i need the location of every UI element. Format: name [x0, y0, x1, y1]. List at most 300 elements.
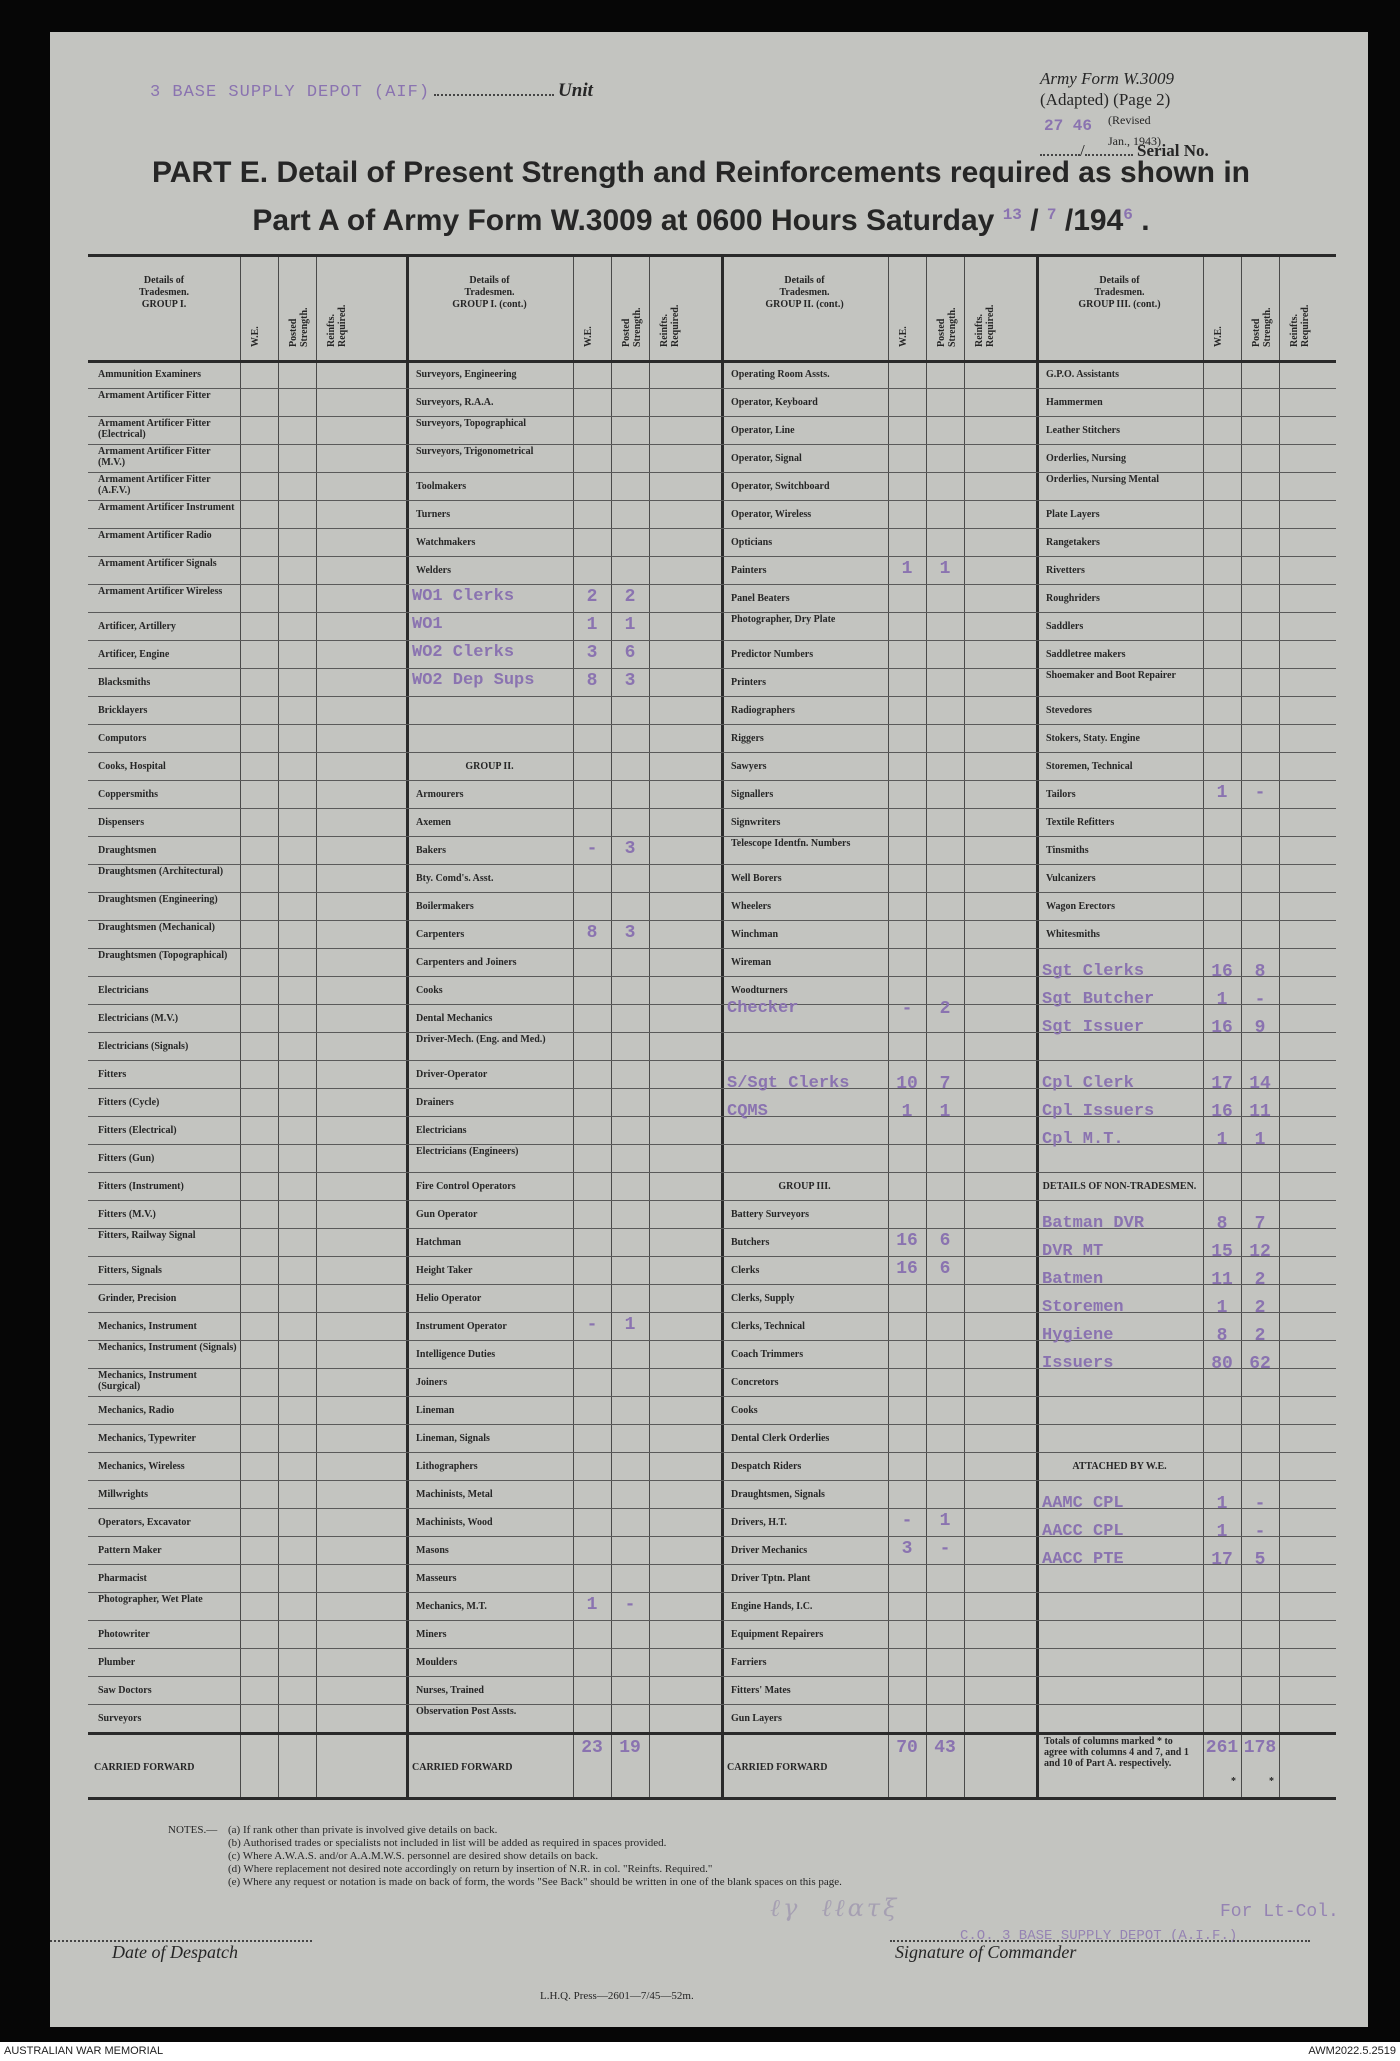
- trade-label: Grinder, Precision: [98, 1293, 177, 1304]
- trade-label: Instrument Operator: [416, 1321, 507, 1332]
- typed-we-value: 16: [1211, 1018, 1233, 1039]
- trade-label: Fitters (M.V.): [98, 1209, 156, 1220]
- trade-label: Fitters: [98, 1069, 127, 1080]
- trade-label: Despatch Riders: [731, 1461, 802, 1472]
- trade-label: Miners: [416, 1629, 447, 1640]
- notes: [168, 1824, 842, 1889]
- trade-label: Ammunition Examiners: [98, 369, 202, 380]
- typed-we-value: -: [586, 1315, 598, 1335]
- block-divider: [721, 257, 724, 1797]
- title-line-2: [126, 194, 1276, 242]
- form-number: Army Form W.3009: [1040, 69, 1174, 88]
- title-line-2-text: Part A of Army Form W.3009 at 0600 Hours Saturday: [252, 204, 995, 237]
- trade-label: Drainers: [416, 1097, 454, 1108]
- trade-label: Intelligence Duties: [416, 1349, 496, 1360]
- trade-label: Pharmacist: [98, 1573, 147, 1584]
- carried-forward-label: CARRIED FORWARD: [727, 1762, 828, 1773]
- trade-label: Draughtsmen (Architectural): [98, 866, 224, 877]
- trade-label: Equipment Repairers: [731, 1629, 824, 1640]
- column-divider: [316, 257, 317, 1797]
- header-posted: Posted Strength.: [621, 307, 643, 347]
- typed-rank-label: WO2 Clerks: [412, 643, 515, 662]
- stamp-for: For Lt-Col.: [1220, 1902, 1339, 1922]
- typed-rank-label: DVR MT: [1042, 1242, 1104, 1262]
- archive-credit-right: AWM2022.5.2519: [1308, 2045, 1396, 2057]
- typed-posted-value: -: [624, 1595, 636, 1615]
- trade-label: Farriers: [731, 1657, 767, 1668]
- typed-rank-label: CQMS: [727, 1102, 768, 1122]
- form-adapted: (Adapted) (Page 2): [1040, 90, 1171, 109]
- row-rule: [88, 1312, 1336, 1313]
- trade-label: Armament Artificer Fitter (M.V.): [98, 446, 211, 468]
- trade-label: Photowriter: [98, 1629, 150, 1640]
- typed-posted-value: 1: [624, 1315, 636, 1335]
- typed-posted-value: 6: [939, 1259, 951, 1279]
- trade-label: Well Borers: [731, 873, 782, 884]
- row-rule: [88, 1564, 1336, 1565]
- typed-we-value: 1: [901, 559, 913, 579]
- section-heading: DETAILS OF NON-TRADESMEN.: [1042, 1181, 1197, 1192]
- header-we: W.E.: [583, 326, 594, 347]
- trade-label: Surveyors: [98, 1713, 142, 1724]
- commander-signature: ℓγ ℓℓατξ: [770, 1894, 900, 1922]
- trade-label: Armament Artificer Fitter (A.F.V.): [98, 474, 211, 496]
- trade-label: Radiographers: [731, 705, 795, 716]
- typed-rank-label: Sgt Issuer: [1042, 1018, 1145, 1038]
- row-rule: [88, 668, 1336, 669]
- press-line: L.H.Q. Press—2601—7/45—52m.: [540, 1990, 694, 2002]
- trade-label: Mechanics, Instrument: [98, 1321, 197, 1332]
- block-divider: [406, 257, 409, 1797]
- trade-label: Moulders: [416, 1657, 458, 1668]
- trade-label: Hammermen: [1046, 397, 1103, 408]
- date-year-stamp: 6: [1123, 206, 1133, 224]
- trade-label: Leather Stitchers: [1046, 425, 1120, 436]
- trade-label: Masseurs: [416, 1573, 457, 1584]
- header-posted: Posted Strength.: [936, 307, 958, 347]
- row-rule: [88, 444, 1336, 445]
- typed-posted-value: 3: [624, 923, 636, 943]
- trade-label: Saw Doctors: [98, 1685, 152, 1696]
- strength-table: [88, 254, 1336, 1800]
- trade-label: Driver-Mech. (Eng. and Med.): [416, 1034, 546, 1045]
- typed-posted-value: 1: [939, 1511, 951, 1531]
- row-rule: [88, 1368, 1336, 1369]
- trade-label: Bty. Comd's. Asst.: [416, 873, 494, 884]
- trade-label: Artificer, Artillery: [98, 621, 176, 632]
- row-rule: [88, 1620, 1336, 1621]
- trade-label: Fitters, Railway Signal: [98, 1230, 196, 1241]
- typed-posted-value: 2: [1254, 1326, 1266, 1347]
- trade-label: Lineman: [416, 1405, 455, 1416]
- trade-label: Dental Mechanics: [416, 1013, 493, 1024]
- trade-label: Operators, Excavator: [98, 1517, 191, 1528]
- trade-label: Electricians: [416, 1125, 467, 1136]
- trade-label: Coach Trimmers: [731, 1349, 804, 1360]
- row-rule: [88, 1452, 1336, 1453]
- trade-label: Axemen: [416, 817, 451, 828]
- trade-label: Helio Operator: [416, 1293, 482, 1304]
- typed-we-value: -: [901, 1511, 913, 1531]
- header-we: W.E.: [898, 326, 909, 347]
- totals-rule: [88, 1732, 1336, 1735]
- typed-we-value: 2: [586, 587, 598, 607]
- header-reinfts: Reinfts. Required.: [1289, 304, 1311, 347]
- row-rule: [88, 1648, 1336, 1649]
- unit-stamp: 3 BASE SUPPLY DEPOT (AIF): [150, 83, 431, 102]
- typed-rank-label: Batman DVR: [1042, 1214, 1145, 1234]
- typed-posted-value: 11: [1249, 1102, 1271, 1123]
- row-rule: [88, 1200, 1336, 1201]
- serial-sep: /: [1080, 141, 1085, 160]
- typed-we-value: 11: [1211, 1270, 1233, 1291]
- row-rule: [88, 1396, 1336, 1397]
- group-header-4: Details of Tradesmen. GROUP III. (cont.): [1078, 275, 1161, 310]
- typed-posted-value: -: [1254, 1522, 1266, 1543]
- typed-posted-value: 7: [939, 1074, 951, 1095]
- trade-label: Turners: [416, 509, 451, 520]
- date-sep: /: [1030, 204, 1039, 237]
- row-rule: [88, 1340, 1336, 1341]
- serial-label: Serial No.: [1136, 141, 1209, 160]
- trade-label: Signallers: [731, 789, 774, 800]
- column-divider: [1279, 257, 1280, 1797]
- date-month: 7: [1046, 206, 1057, 224]
- archive-credit-bar: [0, 2042, 1400, 2061]
- title-period: .: [1141, 204, 1150, 237]
- trade-label: Concretors: [731, 1377, 779, 1388]
- typed-rank-label: S/Sgt Clerks: [727, 1074, 850, 1094]
- trade-label: Fire Control Operators: [416, 1181, 516, 1192]
- typed-posted-value: 2: [1254, 1270, 1266, 1291]
- unit-label: Unit: [558, 80, 593, 101]
- trade-label: Wheelers: [731, 901, 771, 912]
- typed-we-value: 8: [1216, 1214, 1228, 1235]
- total-c3-we: 70: [896, 1738, 918, 1758]
- trade-label: Operator, Switchboard: [731, 481, 830, 492]
- trade-label: Driver-Operator: [416, 1069, 488, 1080]
- trade-label: Gun Operator: [416, 1209, 478, 1220]
- typed-we-value: 80: [1211, 1354, 1233, 1375]
- trade-label: Gun Layers: [731, 1713, 782, 1724]
- trade-label: Armament Artificer Wireless: [98, 586, 223, 597]
- trade-label: Riggers: [731, 733, 764, 744]
- trade-label: Dental Clerk Orderlies: [731, 1433, 830, 1444]
- row-rule: [88, 584, 1336, 585]
- typed-we-value: 1: [586, 615, 598, 635]
- trade-label: Bakers: [416, 845, 446, 856]
- trade-label: Wireman: [731, 957, 772, 968]
- trade-label: Drivers, H.T.: [731, 1517, 787, 1528]
- header-reinfts: Reinfts. Required.: [326, 304, 348, 347]
- trade-label: Stokers, Staty. Engine: [1046, 733, 1140, 744]
- trade-label: Operating Room Assts.: [731, 369, 830, 380]
- typed-posted-value: 1: [939, 1102, 951, 1123]
- trade-label: Engine Hands, I.C.: [731, 1601, 813, 1612]
- typed-posted-value: -: [1254, 783, 1266, 803]
- typed-we-value: 8: [586, 671, 598, 691]
- trade-label: Predictor Numbers: [731, 649, 814, 660]
- trade-label: Storemen, Technical: [1046, 761, 1133, 772]
- typed-rank-label: WO1 Clerks: [412, 587, 515, 606]
- typed-posted-value: -: [1254, 990, 1266, 1011]
- trade-label: Mechanics, Wireless: [98, 1461, 185, 1472]
- note-c: (c) Where A.W.A.S. and/or A.A.M.W.S. personnel are desired show details on back.: [228, 1850, 599, 1862]
- trade-label: Signwriters: [731, 817, 781, 828]
- trade-label: Driver Tptn. Plant: [731, 1573, 811, 1584]
- typed-rank-label: Cpl Issuers: [1042, 1102, 1155, 1122]
- typed-we-value: 1: [1216, 1130, 1228, 1151]
- typed-we-value: 16: [1211, 1102, 1233, 1123]
- trade-label: Boilermakers: [416, 901, 474, 912]
- signature-of-commander: Signature of Commander: [895, 1942, 1077, 1962]
- row-rule: [88, 472, 1336, 473]
- typed-posted-value: 3: [624, 839, 636, 859]
- row-rule: [88, 1536, 1336, 1537]
- row-rule: [88, 1032, 1336, 1033]
- trade-label: Driver Mechanics: [731, 1545, 808, 1556]
- row-rule: [88, 1172, 1336, 1173]
- trade-label: Dispensers: [98, 817, 145, 828]
- typed-posted-value: 6: [624, 643, 636, 663]
- total-c2-posted: 19: [619, 1738, 641, 1758]
- form-page: [50, 32, 1368, 2027]
- typed-we-value: 1: [1216, 990, 1228, 1011]
- trade-label: Armourers: [416, 789, 464, 800]
- trade-label: Draughtsmen (Topographical): [98, 950, 228, 961]
- trade-label: Plate Layers: [1046, 509, 1100, 520]
- trade-label: Operator, Wireless: [731, 509, 812, 520]
- trade-label: Cooks: [731, 1405, 758, 1416]
- trade-label: Electricians: [98, 985, 149, 996]
- typed-rank-label: Issuers: [1042, 1354, 1114, 1374]
- trade-label: Operator, Keyboard: [731, 397, 818, 408]
- column-divider: [240, 257, 241, 1797]
- typed-posted-value: 3: [624, 671, 636, 691]
- typed-we-value: 1: [1216, 1298, 1228, 1319]
- typed-rank-label: Storemen: [1042, 1298, 1124, 1318]
- typed-we-value: 1: [586, 1595, 598, 1615]
- typed-we-value: 1: [1216, 1494, 1228, 1515]
- typed-posted-value: 12: [1249, 1242, 1271, 1263]
- trade-label: Opticians: [731, 537, 773, 548]
- header-we: W.E.: [250, 326, 261, 347]
- trade-label: Height Taker: [416, 1265, 473, 1276]
- trade-label: Pattern Maker: [98, 1545, 162, 1556]
- trade-label: Surveyors, Trigonometrical: [416, 446, 534, 457]
- typed-rank-label: Batmen: [1042, 1270, 1104, 1290]
- typed-rank-label: Sgt Butcher: [1042, 990, 1155, 1010]
- column-divider: [649, 257, 650, 1797]
- trade-label: Draughtsmen: [98, 845, 157, 856]
- trade-label: Draughtsmen (Engineering): [98, 894, 218, 905]
- typed-rank-label: Cpl Clerk: [1042, 1074, 1134, 1094]
- typed-posted-value: 8: [1254, 962, 1266, 983]
- trade-label: Orderlies, Nursing: [1046, 453, 1126, 464]
- note-d: (d) Where replacement not desired note accordingly on return by insertion of N.R. in col. "Reinfts. Required.": [228, 1863, 713, 1875]
- row-rule: [88, 752, 1336, 753]
- trade-label: Machinists, Metal: [416, 1489, 493, 1500]
- typed-posted-value: -: [1254, 1494, 1266, 1515]
- form-revised: (Revised Jan., 1943): [1108, 113, 1161, 148]
- row-rule: [88, 864, 1336, 865]
- trade-label: Stevedores: [1046, 705, 1092, 716]
- row-rule: [88, 1060, 1336, 1061]
- trade-label: Saddletree makers: [1046, 649, 1126, 660]
- typed-we-value: 17: [1211, 1074, 1233, 1095]
- trade-label: Nurses, Trained: [416, 1685, 484, 1696]
- trade-label: Operator, Signal: [731, 453, 802, 464]
- trade-label: Whitesmiths: [1046, 929, 1100, 940]
- trade-label: Carpenters: [416, 929, 465, 940]
- total-marker-star: *: [1269, 1776, 1274, 1787]
- trade-label: Battery Surveyors: [731, 1209, 810, 1220]
- archive-credit-left: AUSTRALIAN WAR MEMORIAL: [4, 2045, 164, 2057]
- typed-rank-label: WO2 Dep Sups: [412, 671, 535, 690]
- trade-label: Sawyers: [731, 761, 767, 772]
- carried-forward-label: CARRIED FORWARD: [94, 1762, 195, 1773]
- row-rule: [88, 1144, 1336, 1145]
- group-header-1: Details of Tradesmen. GROUP I.: [138, 275, 190, 310]
- block-divider: [1036, 257, 1039, 1797]
- trade-label: Armament Artificer Fitter: [98, 390, 211, 401]
- typed-posted-value: 62: [1249, 1354, 1271, 1375]
- trade-label: Vulcanizers: [1046, 873, 1096, 884]
- row-rule: [88, 1704, 1336, 1705]
- group-header-3: Details of Tradesmen. GROUP II. (cont.): [765, 275, 844, 310]
- row-rule: [88, 808, 1336, 809]
- trade-label: Mechanics, Instrument (Signals): [98, 1342, 237, 1353]
- trade-label: Tinsmiths: [1046, 845, 1089, 856]
- row-rule: [88, 780, 1336, 781]
- column-divider: [888, 257, 889, 1797]
- trade-label: Tailors: [1046, 789, 1076, 800]
- typed-we-value: 15: [1211, 1242, 1233, 1263]
- row-rule: [88, 836, 1336, 837]
- trade-label: Orderlies, Nursing Mental: [1046, 474, 1160, 485]
- header-posted: Posted Strength.: [1251, 307, 1273, 347]
- typed-rank-label: AACC PTE: [1042, 1550, 1124, 1570]
- trade-label: Mechanics, Radio: [98, 1405, 175, 1416]
- trade-label: Cooks: [416, 985, 443, 996]
- row-rule: [88, 948, 1336, 949]
- trade-label: Electricians (M.V.): [98, 1013, 179, 1024]
- total-marker-star: *: [1231, 1776, 1236, 1787]
- trade-label: Fitters, Signals: [98, 1265, 162, 1276]
- trade-label: Masons: [416, 1545, 449, 1556]
- trade-label: Hatchman: [416, 1237, 461, 1248]
- trade-label: Fitters (Instrument): [98, 1181, 184, 1192]
- typed-we-value: 3: [901, 1539, 913, 1559]
- trade-label: Blacksmiths: [98, 677, 151, 688]
- typed-rank-label: WO1: [412, 615, 443, 634]
- typed-posted-value: 1: [624, 615, 636, 635]
- row-rule: [88, 612, 1336, 613]
- note-b: (b) Authorised trades or specialists not included in list will be added as required in spaces provided.: [228, 1837, 667, 1849]
- row-rule: [88, 528, 1336, 529]
- serial-stamp: 27 46: [1044, 117, 1093, 135]
- header-reinfts: Reinfts. Required.: [659, 304, 681, 347]
- trade-label: Bricklayers: [98, 705, 148, 716]
- typed-posted-value: 5: [1254, 1550, 1266, 1571]
- trade-label: Clerks: [731, 1265, 760, 1276]
- typed-we-value: 10: [896, 1074, 918, 1095]
- date-day: 13: [1002, 206, 1022, 224]
- typed-we-value: 1: [1216, 783, 1228, 803]
- trade-label: Surveyors, R.A.A.: [416, 397, 494, 408]
- typed-posted-value: 7: [1254, 1214, 1266, 1235]
- trade-label: Mechanics, Typewriter: [98, 1433, 196, 1444]
- trade-label: Armament Artificer Fitter (Electrical): [98, 418, 211, 440]
- row-rule: [88, 1424, 1336, 1425]
- row-rule: [88, 696, 1336, 697]
- row-rule: [88, 1508, 1336, 1509]
- row-rule: [88, 500, 1336, 501]
- unit-line: [150, 80, 593, 102]
- row-rule: [88, 1676, 1336, 1677]
- row-rule: [88, 416, 1336, 417]
- trade-label: Draughtsmen (Mechanical): [98, 922, 215, 933]
- column-divider: [278, 257, 279, 1797]
- trade-label: Welders: [416, 565, 451, 576]
- row-rule: [88, 556, 1336, 557]
- trade-label: Clerks, Technical: [731, 1321, 805, 1332]
- trade-label: Roughriders: [1046, 593, 1100, 604]
- title-line-1: PART E. Detail of Present Strength and Reinforcements required as shown in: [152, 156, 1250, 189]
- total-c2-we: 23: [581, 1738, 603, 1758]
- trade-label: Draughtsmen, Signals: [731, 1489, 825, 1500]
- row-rule: [88, 1256, 1336, 1257]
- total-grand-posted: 178: [1243, 1738, 1277, 1758]
- row-rule: [88, 724, 1336, 725]
- typed-we-value: 1: [901, 1102, 913, 1123]
- trade-label: Clerks, Supply: [731, 1293, 795, 1304]
- row-rule: [88, 892, 1336, 893]
- section-heading: GROUP II.: [465, 761, 514, 772]
- typed-posted-value: 1: [939, 559, 951, 579]
- trade-label: Winchman: [731, 929, 779, 940]
- row-rule: [88, 388, 1336, 389]
- trade-label: Woodturners: [731, 985, 788, 996]
- column-divider: [573, 257, 574, 1797]
- date-of-despatch: Date of Despatch: [112, 1942, 238, 1962]
- trade-label: Toolmakers: [416, 481, 467, 492]
- header-posted: Posted Strength.: [288, 307, 310, 347]
- trade-label: Textile Refitters: [1046, 817, 1115, 828]
- total-c3-posted: 43: [934, 1738, 956, 1758]
- trade-label: Butchers: [731, 1237, 770, 1248]
- typed-rank-label: Sgt Clerks: [1042, 962, 1145, 982]
- header-reinfts: Reinfts. Required.: [974, 304, 996, 347]
- section-heading: ATTACHED BY W.E.: [1072, 1461, 1167, 1472]
- trade-label: Surveyors, Topographical: [416, 418, 527, 429]
- trade-label: Coppersmiths: [98, 789, 159, 800]
- row-rule: [88, 1284, 1336, 1285]
- column-divider: [964, 257, 965, 1797]
- trade-label: Photographer, Wet Plate: [98, 1594, 203, 1605]
- typed-we-value: 1: [1216, 1522, 1228, 1543]
- trade-label: Mechanics, Instrument (Surgical): [98, 1370, 197, 1392]
- column-divider: [611, 257, 612, 1797]
- row-rule: [88, 1088, 1336, 1089]
- trade-label: Operator, Line: [731, 425, 795, 436]
- note-e: (e) Where any request or notation is made on back of form, the words "See Back" should be written in one of the blank spaces on this page.: [228, 1876, 842, 1888]
- trade-label: Armament Artificer Radio: [98, 530, 212, 541]
- trade-label: Fitters (Electrical): [98, 1125, 177, 1136]
- trade-label: G.P.O. Assistants: [1046, 369, 1119, 380]
- typed-rank-label: Hygiene: [1042, 1326, 1114, 1346]
- row-rule: [88, 976, 1336, 977]
